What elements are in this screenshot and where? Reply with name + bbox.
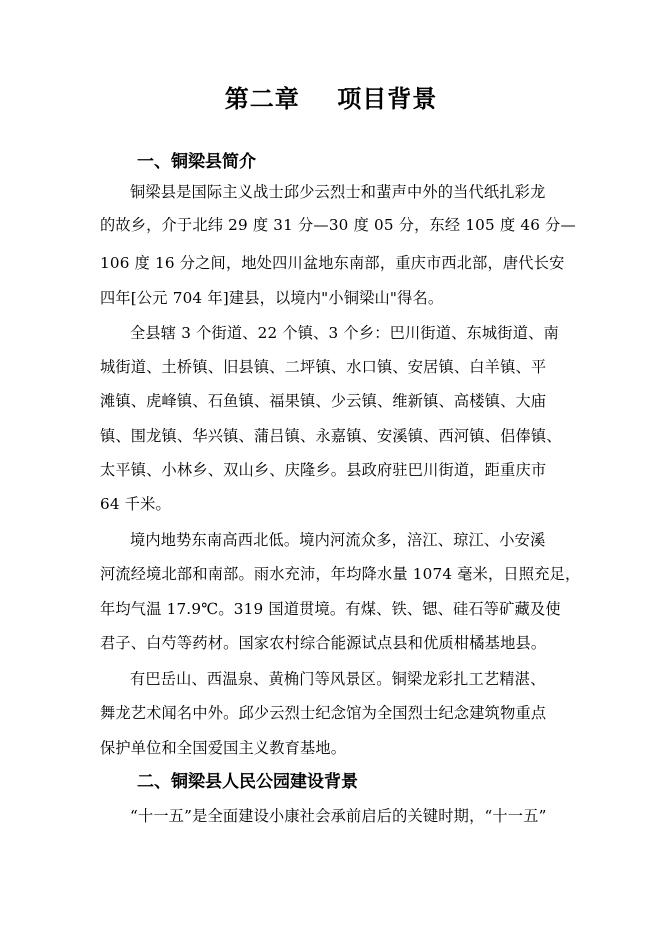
section-heading-2: 二、铜梁县人民公园建设背景 [137, 772, 358, 792]
paragraph-line: 镇、围龙镇、华兴镇、蒲吕镇、永嘉镇、安溪镇、西河镇、侣俸镇、 [100, 427, 562, 445]
paragraph-line: 的故乡，介于北纬 29 度 31 分—30 度 05 分，东经 105 度 46 分— [100, 216, 576, 234]
paragraph-line: 有巴岳山、西温泉、黄桷门等风景区。铜梁龙彩扎工艺精湛、 [130, 670, 546, 688]
paragraph-line: 河流经境北部和南部。雨水充沛，年均降水量 1074 毫米，日照充足， [100, 565, 581, 583]
paragraph-line: 太平镇、小林乡、双山乡、庆隆乡。县政府驻巴川街道，距重庆市 [100, 461, 547, 479]
paragraph-line: 106 度 16 分之间，地处四川盆地东南部，重庆市西北部，唐代长安 [100, 254, 565, 272]
paragraph-line: 四年[公元 704 年]建县，以境内"小铜梁山"得名。 [100, 289, 444, 307]
paragraph-line: 滩镇、虎峰镇、石鱼镇、福果镇、少云镇、维新镇、高楼镇、大庙 [100, 392, 547, 410]
paragraph-line: 舞龙艺术闻名中外。邱少云烈士纪念馆为全国烈士纪念建筑物重点 [100, 704, 547, 722]
paragraph-line: 境内地势东南高西北低。境内河流众多，涪江、琼江、小安溪 [130, 531, 546, 549]
paragraph-line: 年均气温 17.9℃。319 国道贯境。有煤、铁、锶、硅石等矿藏及使 [100, 600, 561, 618]
paragraph-line: 铜梁县是国际主义战士邱少云烈士和蜚声中外的当代纸扎彩龙 [130, 183, 546, 201]
paragraph-line: 64 千米。 [100, 495, 171, 513]
section-heading-1: 一、铜梁县简介 [137, 152, 256, 172]
paragraph-line: 君子、白芍等药材。国家农村综合能源试点县和优质柑橘基地县。 [100, 634, 547, 652]
chapter-title: 第二章 项目背景 [224, 84, 438, 113]
paragraph-line: 城街道、土桥镇、旧县镇、二坪镇、水口镇、安居镇、白羊镇、平 [100, 358, 547, 376]
paragraph-line: 保护单位和全国爱国主义教育基地。 [100, 739, 347, 757]
paragraph-line: 全县辖 3 个街道、22 个镇、3 个乡：巴川街道、东城街道、南 [130, 324, 559, 342]
paragraph-line: “十一五”是全面建设小康社会承前启后的关键时期，“十一五” [130, 807, 547, 825]
